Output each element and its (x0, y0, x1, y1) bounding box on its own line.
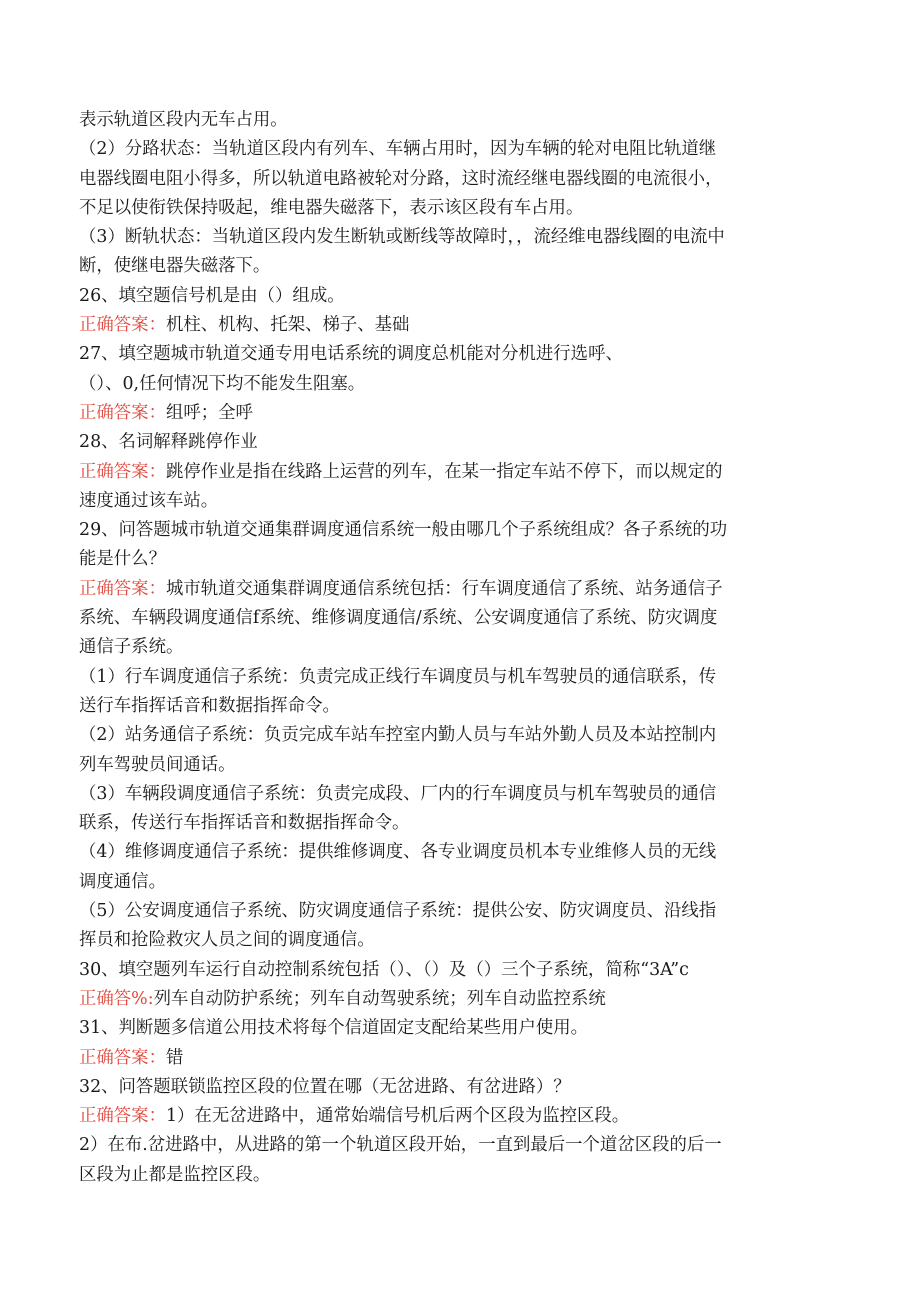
text-line (79, 663, 829, 692)
line-text: 27、填空题城市轨道交通专用电话系统的调度总机能对分机进行选呼、 (79, 344, 623, 365)
text-line (79, 633, 829, 662)
line-text: 联系，传送行车指挥话音和数据指挥命令。 (79, 813, 410, 834)
line-text: （5）公安调度通信子系统、防灾调度通信子系统：提供公安、防灾调度员、沿线指 (79, 901, 717, 922)
answer-line (79, 1044, 829, 1073)
line-text: 31、判断题多信道公用技术将每个信道固定支配给某些用户使用。 (79, 1018, 589, 1039)
text-line (79, 1014, 829, 1043)
text-line (79, 751, 829, 780)
text-line (79, 692, 829, 721)
text-line (79, 545, 829, 574)
text-line (79, 282, 829, 311)
text-line (79, 838, 829, 867)
line-text: 调度通信。 (79, 871, 166, 892)
text-line (79, 926, 829, 955)
line-text: （2）站务通信子系统：负贡完成车站车控室内勤人员与车站外勤人员及本站控制内 (79, 725, 717, 746)
line-text: 错 (165, 1047, 184, 1068)
line-text: 断，使继电器失磁落下。 (79, 256, 271, 277)
answer-line (79, 1102, 829, 1131)
line-text: 城市轨道交通集群调度通信系统包括：行车调度通信了系统、站务通信子 (165, 578, 723, 599)
text-line (79, 868, 829, 897)
line-text: 表示轨道区段内无车占用。 (79, 110, 288, 130)
answer-label: 正确答案： (79, 461, 166, 482)
text-line (79, 604, 829, 633)
line-text: 电器线圈电阻小得多，所以轨道电路被轮对分路，这时流经继电器线圈的电流很小， (79, 168, 723, 189)
text-line (79, 106, 829, 135)
line-text: 1）在无岔进路中，通常始端信号机后两个区段为监控区段。 (165, 1106, 630, 1127)
line-text: （4）维修调度通信子系统：提供维修调度、各专业调度员机本专业维修人员的无线 (79, 842, 717, 863)
text-line (79, 194, 829, 223)
text-line (79, 721, 829, 750)
text-line (79, 1131, 829, 1160)
text-line (79, 956, 829, 985)
line-text: （2）分路状态：当轨道区段内有列车、车辆占用时，因为车辆的轮对电阻比轨道继 (79, 139, 717, 160)
line-text: 2）在布.岔进路中，从进路的第一个轨道区段开始，一直到最后一个道岔区段的后一 (79, 1135, 722, 1156)
answer-line (79, 458, 829, 487)
line-text: （）、0,任何情况下均不能发生阻塞。 (79, 373, 366, 394)
line-text: 29、问答题城市轨道交通集群调度通信系统一般由哪几个子系统组成？各子系统的功 (79, 520, 728, 541)
answer-label: 正确答案： (79, 402, 166, 423)
line-text: 机柱、机构、托架、梯子、基础 (165, 315, 410, 336)
text-line (79, 1073, 829, 1102)
text-line (79, 487, 829, 516)
answer-label: 正确答案： (79, 578, 166, 599)
line-text: 能是什么？ (79, 549, 166, 570)
line-text: 30、填空题列车运行自动控制系统包括（）、（）及（）三个子系统，简称“3A”c (79, 959, 689, 980)
answer-line (79, 399, 829, 428)
line-text: 跳停作业是指在线路上运营的列车，在某一指定车站不停下，而以规定的 (165, 461, 723, 482)
line-text: 列车驾驶员间通话。 (79, 754, 236, 775)
line-text: 列车自动防护系统；列车自动驾驶系统；列车自动监控系统 (153, 988, 606, 1009)
text-line (79, 252, 829, 281)
text-line (79, 1161, 829, 1190)
text-line (79, 897, 829, 926)
text-line (79, 135, 829, 164)
line-text: （1）行车调度通信子系统：负责完成正线行车调度员与机车驾驶员的通信联系，传 (79, 666, 717, 687)
text-line (79, 165, 829, 194)
line-text: 28、名词解释跳停作业 (79, 432, 258, 453)
text-line (79, 428, 829, 457)
text-line (79, 809, 829, 838)
line-text: 组呼；全呼 (165, 402, 253, 423)
line-text: （3）车辆段调度通信子系统：负责完成段、厂内的行车调度员与机车驾驶员的通信 (79, 783, 717, 804)
document-body (79, 106, 829, 1190)
text-line (79, 516, 829, 545)
line-text: 通信子系统。 (79, 637, 184, 658)
answer-label: 正确答%: (79, 988, 154, 1009)
answer-line (79, 985, 829, 1014)
line-text: 不足以使衔铁保持吸起，维电器失磁落下，表示该区段有车占用。 (79, 197, 584, 218)
line-text: 系统、车辆段调度通信f系统、维修调度通信/系统、公安调度通信了系统、防灾调度 (79, 608, 718, 629)
answer-label: 正确答案： (79, 315, 166, 336)
text-line (79, 780, 829, 809)
line-text: 挥员和抢险救灾人员之间的调度通信。 (79, 930, 375, 951)
answer-line (79, 311, 829, 340)
line-text: （3）断轨状态：当轨道区段内发生断轨或断线等故障时，，流经维电器线圈的电流中 (79, 227, 725, 248)
answer-line (79, 575, 829, 604)
text-line (79, 223, 829, 252)
line-text: 速度通过该车站。 (79, 490, 219, 511)
answer-label: 正确答案： (79, 1106, 166, 1127)
text-line (79, 370, 829, 399)
text-line (79, 340, 829, 369)
answer-label: 正确答案： (79, 1047, 166, 1068)
line-text: 32、问答题联锁监控区段的位置在哪（无岔进路、有岔进路）？ (79, 1076, 571, 1097)
line-text: 26、填空题信号机是由（）组成。 (79, 285, 345, 306)
line-text: 送行车指挥话音和数据指挥命令。 (79, 695, 340, 716)
line-text: 区段为止都是监控区段。 (79, 1164, 271, 1185)
